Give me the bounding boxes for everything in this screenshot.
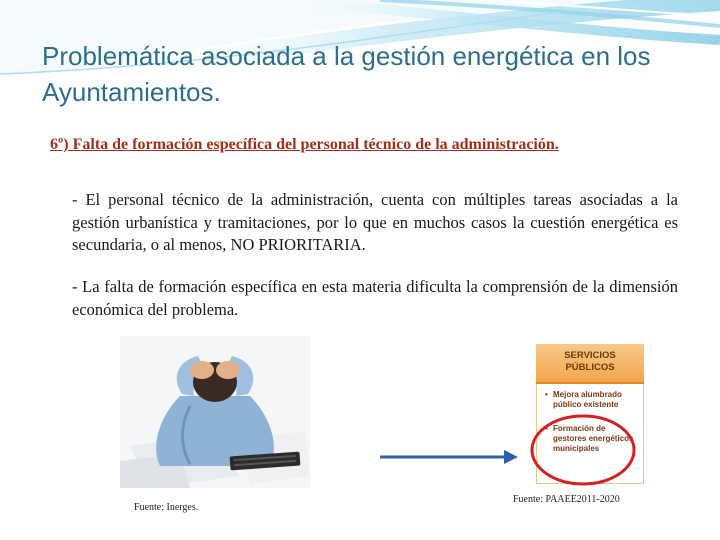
bullet-icon: •	[545, 424, 548, 433]
section-subtitle: 6º) Falta de formación específica del personal técnico de la administración.	[50, 136, 559, 153]
paragraph-training: - La falta de formación específica en esta materia dificulta la comprensión de la dimensión económica del problema.	[72, 277, 678, 319]
slide-title: Problemática asociada a la gestión energética en los Ayuntamientos.	[42, 41, 651, 107]
card-heading-line-1: SERVICIOS	[564, 350, 616, 361]
card-item-text: Formación de gestores energéticos municipales	[553, 424, 634, 453]
paragraph-tasks: - El personal técnico de la administración, cuenta con múltiples tareas asociadas a la gestión urbanística y tramitaciones, por lo que en muchos casos la cuestión energética es secundaria, o al menos, NO PRIORITARIA.	[72, 190, 678, 254]
card-heading-line-2: PÚBLICOS	[565, 362, 615, 373]
card-item-text: Mejora alumbrado público existente	[553, 390, 622, 409]
card-item	[545, 390, 639, 410]
card-heading	[536, 344, 644, 384]
left-figure-source: Fuente: Inerges.	[134, 502, 199, 513]
right-figure-source: Fuente: PAAEE2011-2020	[513, 494, 620, 505]
stressed-worker-photo	[120, 336, 310, 488]
highlight-circle	[528, 412, 638, 488]
right-arrow-icon	[380, 447, 520, 467]
bullet-icon: •	[545, 390, 548, 399]
